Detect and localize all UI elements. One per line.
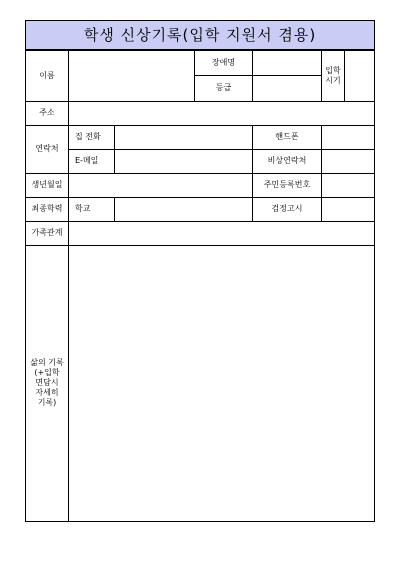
admission-time-label xyxy=(322,50,345,101)
birthdate-field[interactable] xyxy=(69,173,253,197)
home-phone-label: 집 전화 xyxy=(69,125,115,149)
emergency-contact-label: 비상연락처 xyxy=(253,149,322,173)
life-record-label-line: (+입학 xyxy=(34,368,60,377)
life-record-label-line: 삶의 기록 xyxy=(30,358,64,367)
disability-name-field[interactable] xyxy=(253,50,322,75)
grade-label: 등급 xyxy=(195,75,253,101)
ged-field[interactable] xyxy=(322,197,375,221)
address-field[interactable] xyxy=(69,101,375,125)
family-relations-label: 가족관계 xyxy=(26,221,69,245)
email-label: E-메일 xyxy=(69,149,115,173)
life-record-label-line: 자세히 xyxy=(35,388,59,397)
final-education-label: 최종학력 xyxy=(26,197,69,221)
home-phone-field[interactable] xyxy=(115,125,253,149)
family-relations-field[interactable] xyxy=(69,221,375,245)
admission-time-label-line1: 입학 xyxy=(325,65,341,75)
student-record-form xyxy=(25,20,374,520)
life-record-label xyxy=(26,245,69,521)
form-title: 학생 신상기록(입학 지원서 겸용) xyxy=(26,21,375,51)
school-field[interactable] xyxy=(115,197,253,221)
birthdate-label: 생년월일 xyxy=(26,173,69,197)
emergency-contact-field[interactable] xyxy=(322,149,375,173)
disability-name-label: 장애명 xyxy=(195,50,253,75)
grade-field[interactable] xyxy=(253,75,322,101)
life-record-label-line: 기록) xyxy=(37,398,57,407)
name-field[interactable] xyxy=(69,50,195,101)
address-label: 주소 xyxy=(26,101,69,125)
life-record-label-line: 면담시 xyxy=(35,378,59,387)
contact-label: 연락처 xyxy=(26,125,69,173)
admission-time-field[interactable] xyxy=(345,50,375,101)
mobile-field[interactable] xyxy=(322,125,375,149)
life-record-field[interactable] xyxy=(69,245,375,521)
resident-number-field[interactable] xyxy=(322,173,375,197)
resident-number-label: 주민등록번호 xyxy=(253,173,322,197)
school-label: 학교 xyxy=(69,197,115,221)
email-field[interactable] xyxy=(115,149,253,173)
name-label: 이름 xyxy=(26,50,69,101)
admission-time-label-line2: 시기 xyxy=(325,75,341,85)
record-table xyxy=(25,20,375,522)
ged-label: 검정고시 xyxy=(253,197,322,221)
mobile-label: 핸드폰 xyxy=(253,125,322,149)
